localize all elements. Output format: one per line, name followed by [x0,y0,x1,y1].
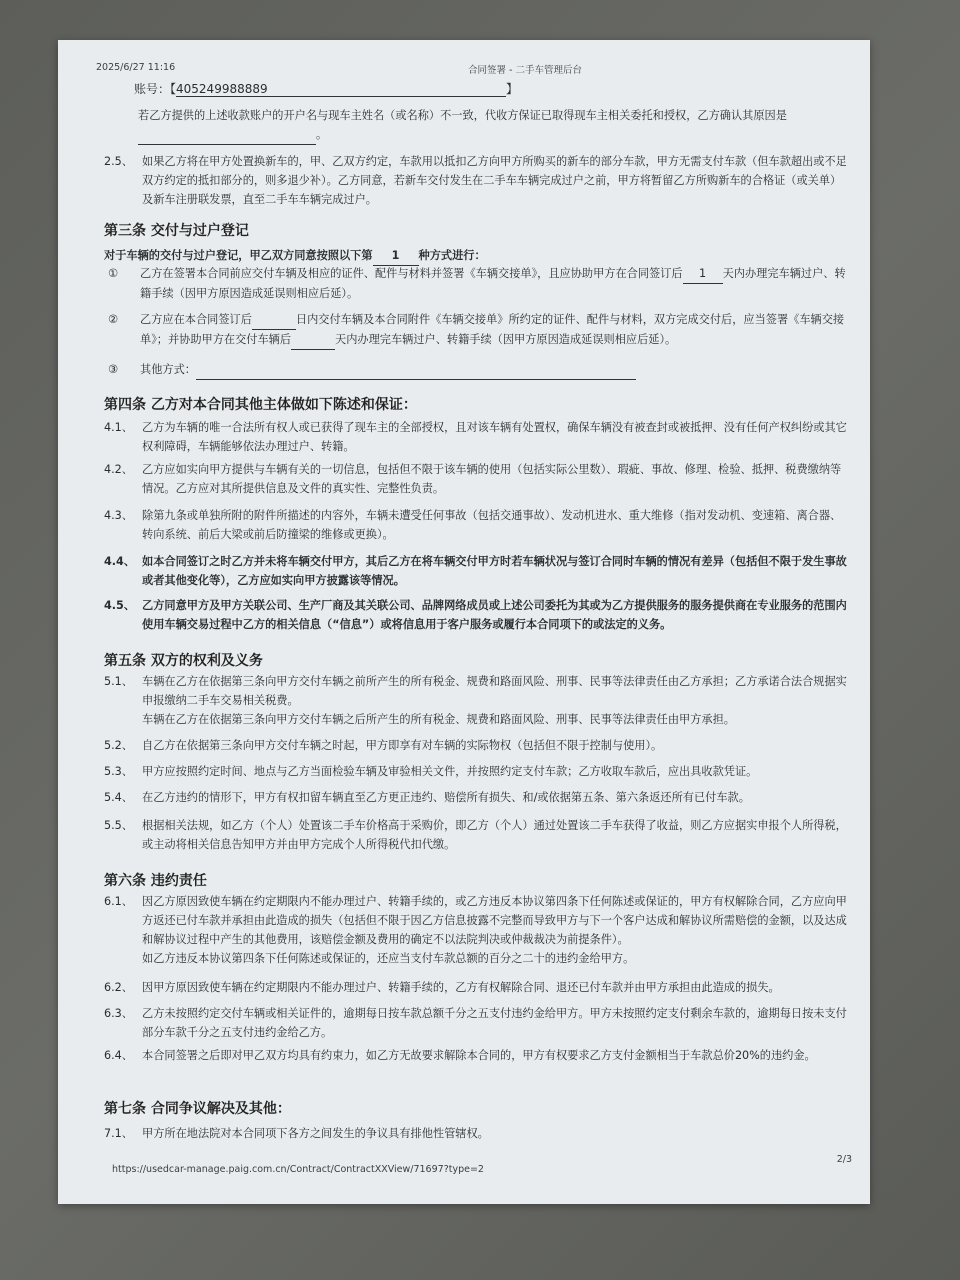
clause-6-1 [104,892,852,968]
option-1-text [140,264,850,303]
clause-text: 如果乙方将在甲方处置换新车的，甲、乙双方约定，车款用以抵扣乙方向甲方所购买的新车的部分车款，甲方无需支付车款（但车款超出或不足双方约定的抵扣部分的，则多退少补）。乙方同意，若新车交付发生在二手车车辆完成过户之前，甲方将暂留乙方所购新车的合格证（或关单）及新车注册联发票，直至二手车车辆完成过户。 [142,155,847,206]
clause-text: 因甲方原因致使车辆在约定期限内不能办理过户、转籍手续的，乙方有权解除合同、退还已付车款并由甲方承担由此造成的损失。 [142,981,780,994]
clause-text: 如本合同签订之时乙方并未将车辆交付甲方，其后乙方在将车辆交付甲方时若车辆状况与签订合同时车辆的情况有差异（包括但不限于发生事故或者其他变化等），乙方应如实向甲方披露该等情况。 [142,555,847,587]
section-4-title: 第四条 乙方对本合同其他主体做如下陈述和保证： [104,397,417,413]
lead-end: 种方式进行： [418,249,486,262]
option-2-text [140,310,850,350]
clause-number: 4.5、 [104,599,136,612]
clause-text: 因乙方原因致使车辆在约定期限内不能办理过户、转籍手续的，或乙方违反本协议第四条下任何陈述或保证的，甲方有权解除合同，乙方应向甲方返还已付车款并承担由此造成的损失（包括但不限于因乙方信息披露不完整而导致甲方与下一个客户达成和解协议所需赔偿的金额，以及达成和解协议过程中产生的其他费用，该赔偿金额及费用的确定不以法院判决或仲裁裁决为前提条件）。 [142,895,847,946]
clause-5-4 [104,788,852,807]
opt2-a: 乙方应在本合同签订后 [140,313,252,326]
section-5-title: 第五条 双方的权利及义务 [104,653,263,669]
contract-page [58,40,870,1204]
clause-number: 4.4、 [104,555,136,568]
page-number: 2/3 [836,1154,852,1165]
clause-6-3 [104,1004,852,1042]
opt2-blank-1 [252,310,296,330]
clause-text: 车辆在乙方在依据第三条向甲方交付车辆之前所产生的所有税金、规费和路面风险、刑事、民事等法律责任由乙方承担；乙方承诺合法合规据实申报缴纳二手车交易相关税费。 [142,675,847,707]
clause-number: 5.5、 [104,819,133,832]
opt2-b: 日内交付车辆及本合同附件《车辆交接单》所约定的证件、配件与材料，双方完成交付后，应当签署《车辆交接单》；并协助甲方在交付车辆后 [140,313,845,346]
opt3-blank [196,360,636,380]
clause-6-2 [104,978,852,997]
clause-4-2 [104,460,852,498]
clause-text: 乙方应如实向甲方提供与车辆有关的一切信息，包括但不限于该车辆的使用（包括实际公里数）、瑕疵、事故、修理、检验、抵押、税费缴纳等情况。乙方应对其所提供信息及文件的真实性、完整性负责。 [142,463,842,495]
intro-end: 。 [316,128,328,141]
clause-7-1 [104,1124,852,1143]
opt1-text: 乙方在签署本合同前应交付车辆及相应的证件、配件与材料并签署《车辆交接单》，且应协助甲方在合同签订后 [140,267,683,280]
clause-number: 4.3、 [104,509,133,522]
account-value: 405249988889 [176,82,268,96]
clause-number: 5.3、 [104,765,133,778]
clause-number: 2.5、 [104,155,133,168]
clause-number: 6.1、 [104,895,133,908]
clause-5-1 [104,672,852,729]
clause-number: 5.4、 [104,791,133,804]
clause-number: 5.2、 [104,739,133,752]
clause-text: 自乙方在依据第三条向甲方交付车辆之时起，甲方即享有对车辆的实际物权（包括但不限于控制与使用）。 [142,739,663,752]
section-7-title: 第七条 合同争议解决及其他： [104,1101,291,1117]
clause-5-2 [104,736,852,755]
intro-paragraph [138,106,850,145]
clause-text: 乙方为车辆的唯一合法所有权人或已获得了现车主的全部授权，且对该车辆有处置权，确保车辆没有被查封或被抵押、没有任何产权纠纷或其它权利障碍，车辆能够依法办理过户、转籍。 [142,421,847,453]
section-3-lead [104,246,852,266]
clause-text-2: 车辆在乙方在依据第三条向甲方交付车辆之后所产生的所有税金、规费和路面风险、刑事、民事等法律责任由甲方承担。 [142,713,735,726]
section-6-title: 第六条 违约责任 [104,873,207,889]
opt1-days: 1 [683,264,723,284]
clause-number: 4.1、 [104,421,133,434]
option-3-text [140,360,850,380]
opt2-blank-2 [291,330,335,350]
account-label: 账号：【 [134,82,177,96]
print-title: 合同签署 - 二手车管理后台 [468,65,582,76]
clause-5-3 [104,762,852,781]
clause-text: 甲方应按照约定时间、地点与乙方当面检验车辆及审验相关文件，并按照约定支付车款；乙方收取车款后，应出具收款凭证。 [142,765,758,778]
intro-text: 若乙方提供的上述收款账户的开户名与现车主姓名（或名称）不一致，代收方保证已取得现车主相关委托和授权，乙方确认其原因是 [138,109,787,122]
clause-text: 乙方同意甲方及甲方关联公司、生产厂商及其关联公司、品牌网络成员或上述公司委托为其或为乙方提供服务的服务提供商在专业服务的范围内使用车辆交易过程中乙方的相关信息（“信息”）或将信息用于客户服务或履行本合同项下的或法定的义务。 [142,599,847,631]
clause-number: 6.3、 [104,1007,133,1020]
clause-4-5 [104,596,852,634]
clause-text: 本合同签署之后即对甲乙双方均具有约束力，如乙方无故要求解除本合同的，甲方有权要求乙方支付金额相当于车款总价20%的违约金。 [142,1049,816,1062]
clause-4-4 [104,552,852,590]
account-line [134,80,518,97]
clause-text: 甲方所在地法院对本合同项下各方之间发生的争议具有排他性管辖权。 [142,1127,489,1140]
clause-text-2: 如乙方违反本协议第四条下任何陈述或保证的，还应当支付车款总额的百分之二十的违约金给甲方。 [142,952,635,965]
opt3-label: 其他方式： [140,363,196,376]
clause-text: 在乙方违约的情形下，甲方有权扣留车辆直至乙方更正违约、赔偿所有损失、和/或依据第五条、第六条返还所有已付车款。 [142,791,750,804]
option-3-mark: ③ [108,363,119,376]
clause-number: 6.4、 [104,1049,133,1062]
lead-text: 对于车辆的交付与过户登记，甲乙双方同意按照以下第 [104,249,373,262]
clause-number: 4.2、 [104,463,133,476]
clause-text: 根据相关法规，如乙方（个人）处置该二手车价格高于采购价，即乙方（个人）通过处置该二手车获得了收益，则乙方应据实申报个人所得税，或主动将相关信息告知甲方并由甲方完成个人所得税代扣代缴。 [142,819,847,851]
clause-number: 5.1、 [104,675,133,688]
clause-text: 除第九条或单独所附的附件所描述的内容外，车辆未遭受任何事故（包括交通事故）、发动机进水、重大维修（指对发动机、变速箱、离合器、转向系统、前后大梁或前后防撞梁的维修或更换）。 [142,509,842,541]
section-3-title: 第三条 交付与过户登记 [104,223,249,239]
page-url: https://usedcar-manage.paig.com.cn/Contract/ContractXXView/71697?type=2 [112,1164,484,1175]
reason-blank [138,125,316,145]
option-2-mark: ② [108,313,119,326]
print-datetime: 2025/6/27 11:16 [96,62,176,73]
clause-number: 6.2、 [104,981,133,994]
opt2-c: 天内办理完车辆过户、转籍手续（因甲方原因造成延误则相应后延）。 [335,333,677,346]
opt1-end: 天内办理完车辆过户、转籍手续（因甲方原因造成延误则相应后延）。 [140,267,846,300]
clause-6-4 [104,1046,852,1065]
clause-5-5 [104,816,852,854]
clause-2-5 [104,152,852,209]
clause-number: 7.1、 [104,1127,133,1140]
option-1-mark: ① [108,267,119,280]
method-number: 1 [373,246,419,266]
account-close: 】 [506,82,519,96]
clause-4-3 [104,506,852,544]
clause-4-1 [104,418,852,456]
clause-text: 乙方未按照约定交付车辆或相关证件的，逾期每日按车款总额千分之五支付违约金给甲方。甲方未按照约定支付剩余车款的，逾期每日按未支付部分车款千分之五支付违约金给乙方。 [142,1007,847,1039]
